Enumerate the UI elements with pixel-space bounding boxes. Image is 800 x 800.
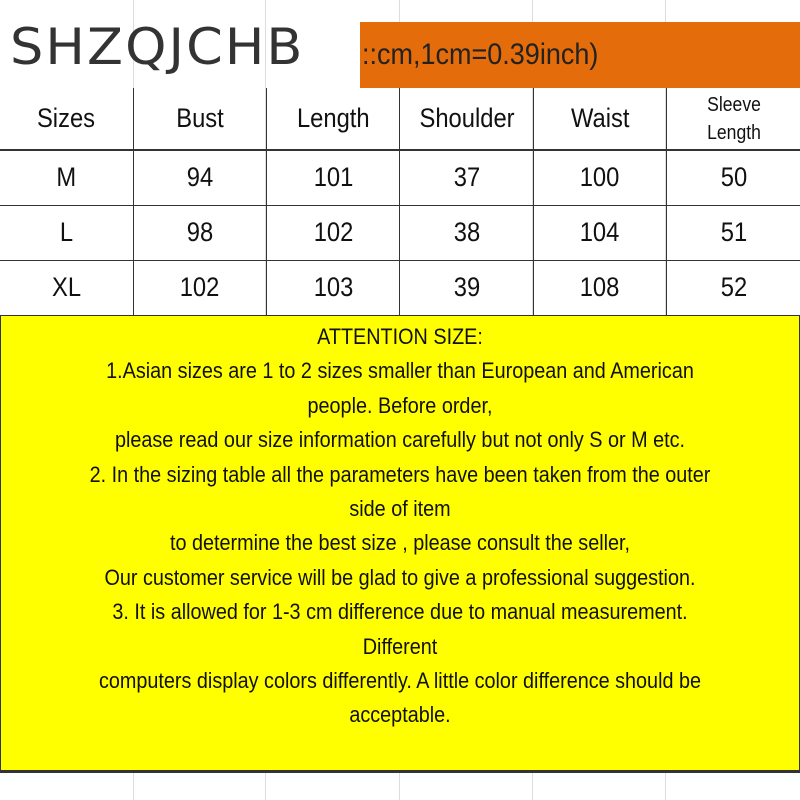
cell: 103 (267, 260, 400, 315)
size-table (0, 88, 800, 316)
header-cell: Waist (533, 88, 666, 150)
table-header-row (0, 88, 800, 150)
notice-line: people. Before order, (307, 392, 493, 418)
table-row (0, 260, 800, 315)
cell: 100 (533, 150, 666, 205)
notice-line: acceptable. (349, 702, 451, 728)
cell: 108 (533, 260, 666, 315)
cell: 101 (267, 150, 400, 205)
unit-banner (360, 22, 800, 88)
cell: 52 (667, 260, 800, 315)
header-cell: Sleeve Length (667, 88, 800, 150)
notice-line: please read our size information carefully but not only S or M etc. (114, 427, 686, 453)
unit-text: ::cm,1cm=0.39inch) (362, 38, 599, 71)
notice-line: 1.Asian sizes are 1 to 2 sizes smaller than European and American (106, 358, 694, 384)
table-row (0, 205, 800, 260)
cell: 102 (267, 205, 400, 260)
cell: 94 (133, 150, 266, 205)
cell: 50 (667, 150, 800, 205)
attention-notice (0, 315, 800, 773)
cell: XL (0, 260, 133, 315)
cell: 104 (533, 205, 666, 260)
notice-line: Different (362, 633, 438, 659)
table-row (0, 150, 800, 205)
cell: 98 (133, 205, 266, 260)
cell: 39 (400, 260, 533, 315)
cell: L (0, 205, 133, 260)
header-cell: Shoulder (400, 88, 533, 150)
header-cell: Length (267, 88, 400, 150)
cell: 102 (133, 260, 266, 315)
cell: 38 (400, 205, 533, 260)
cell: 37 (400, 150, 533, 205)
cell: M (0, 150, 133, 205)
header-cell: Bust (133, 88, 266, 150)
notice-line: computers display colors differently. A little color difference should be (98, 668, 702, 694)
notice-line: side of item (349, 496, 451, 522)
notice-line: Our customer service will be glad to give a professional suggestion. (104, 564, 696, 590)
header-cell: Sizes (0, 88, 133, 150)
notice-line: to determine the best size , please consult the seller, (169, 530, 631, 556)
notice-line: 3. It is allowed for 1-3 cm difference due to manual measurement. (112, 599, 688, 625)
notice-line: 2. In the sizing table all the parameters have been taken from the outer (89, 461, 711, 487)
brand-logo: SHZQJCHB (10, 18, 305, 76)
cell: 51 (667, 205, 800, 260)
notice-line: ATTENTION SIZE: (317, 324, 483, 349)
